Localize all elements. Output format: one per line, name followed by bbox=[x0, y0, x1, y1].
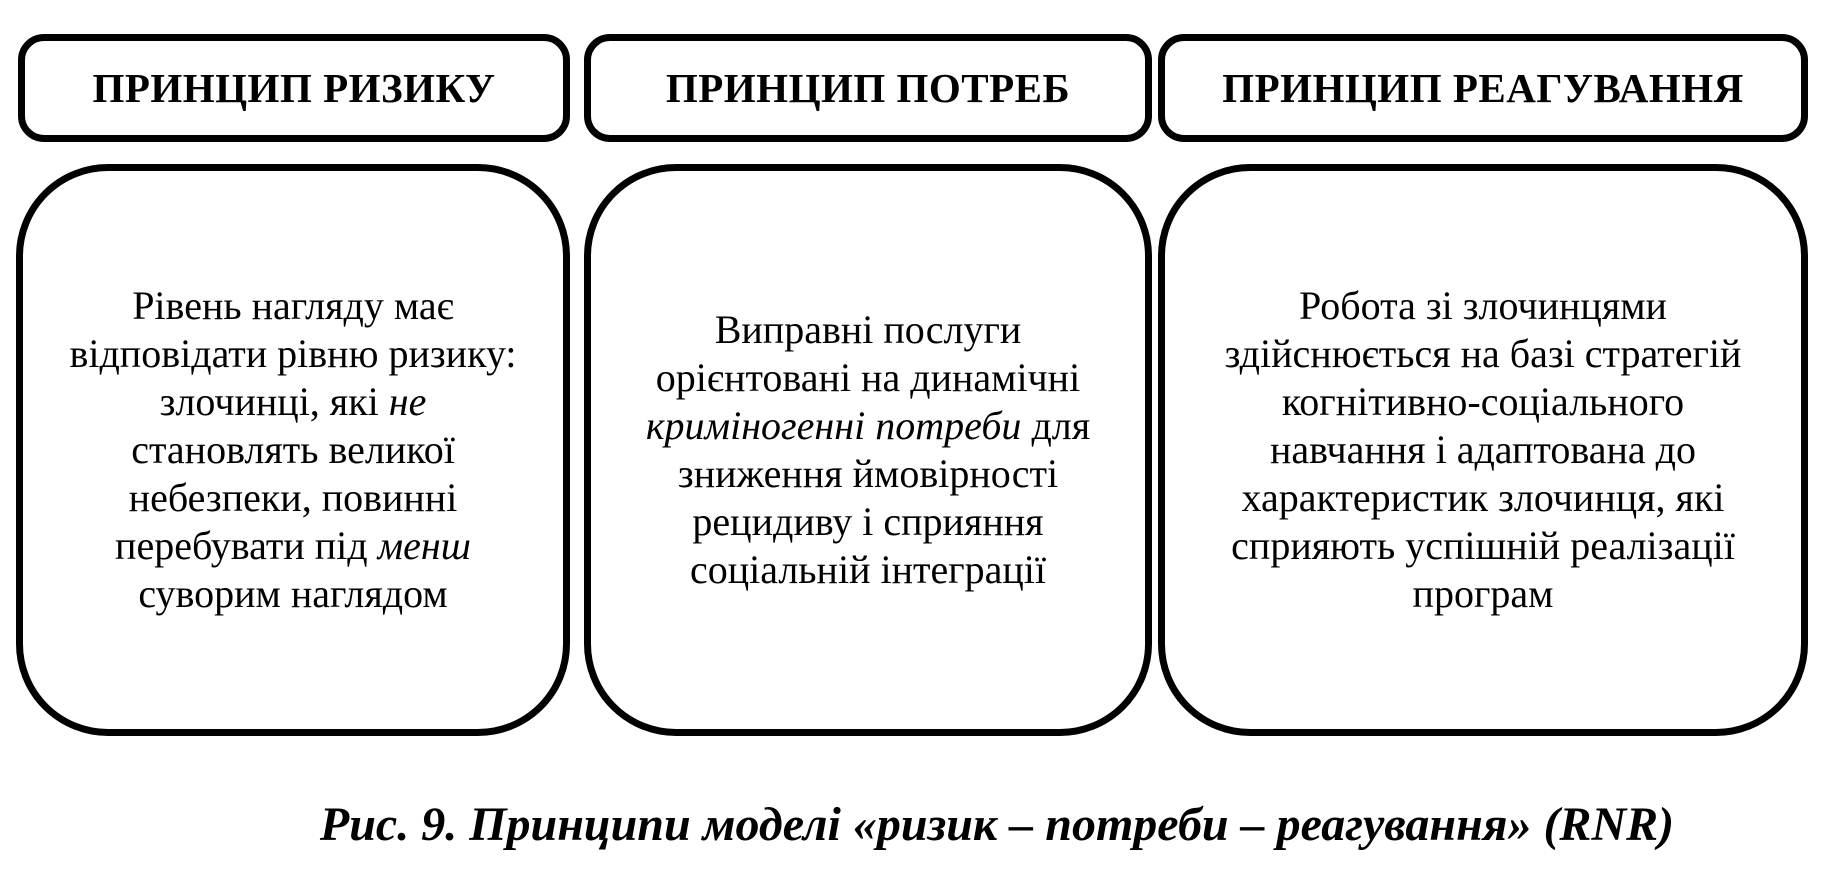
need-principle-header bbox=[584, 34, 1152, 142]
risk-principle-header bbox=[18, 34, 570, 142]
responsivity-text-part-1: Робота зі злочинцями здійснюється на базі стратегій когнітивно-соціального навчання і адаптована до характеристик злочинця, які сприяють успішній реалізації програм bbox=[1224, 283, 1742, 616]
risk-text-italic-2: менш bbox=[377, 523, 471, 568]
responsivity-principle-text bbox=[1221, 282, 1745, 618]
responsivity-principle-header bbox=[1158, 34, 1808, 142]
risk-principle-title: ПРИНЦИП РИЗИКУ bbox=[92, 65, 496, 111]
responsivity-principle-title: ПРИНЦИП РЕАГУВАННЯ bbox=[1222, 65, 1744, 111]
risk-principle-box bbox=[16, 164, 570, 736]
need-principle-box bbox=[584, 164, 1152, 736]
figure-caption-text: Рис. 9. Принципи моделі «ризик – потреби – реагування» (RNR) bbox=[319, 798, 1675, 851]
risk-text-part-1: Рівень нагляду має відповідати рівню ризику: злочинці, які bbox=[69, 283, 517, 424]
need-principle-text bbox=[631, 306, 1105, 594]
figure-caption bbox=[0, 795, 1826, 855]
risk-text-italic-1: не bbox=[388, 379, 427, 424]
need-text-part-1: Виправні послуги орієнтовані на динамічні bbox=[655, 307, 1081, 400]
need-text-italic-1: криміногенні потреби bbox=[645, 403, 1022, 448]
responsivity-principle-box bbox=[1158, 164, 1808, 736]
risk-text-part-2: становлять великої небезпеки, повинні перебувати під bbox=[115, 427, 458, 568]
risk-text-part-3: суворим наглядом bbox=[138, 571, 448, 616]
risk-principle-text bbox=[63, 282, 523, 618]
need-principle-title: ПРИНЦИП ПОТРЕБ bbox=[665, 65, 1071, 111]
need-text-part-2: для зниження ймовірності рецидиву і сприяння соціальній інтеграції bbox=[677, 403, 1091, 592]
